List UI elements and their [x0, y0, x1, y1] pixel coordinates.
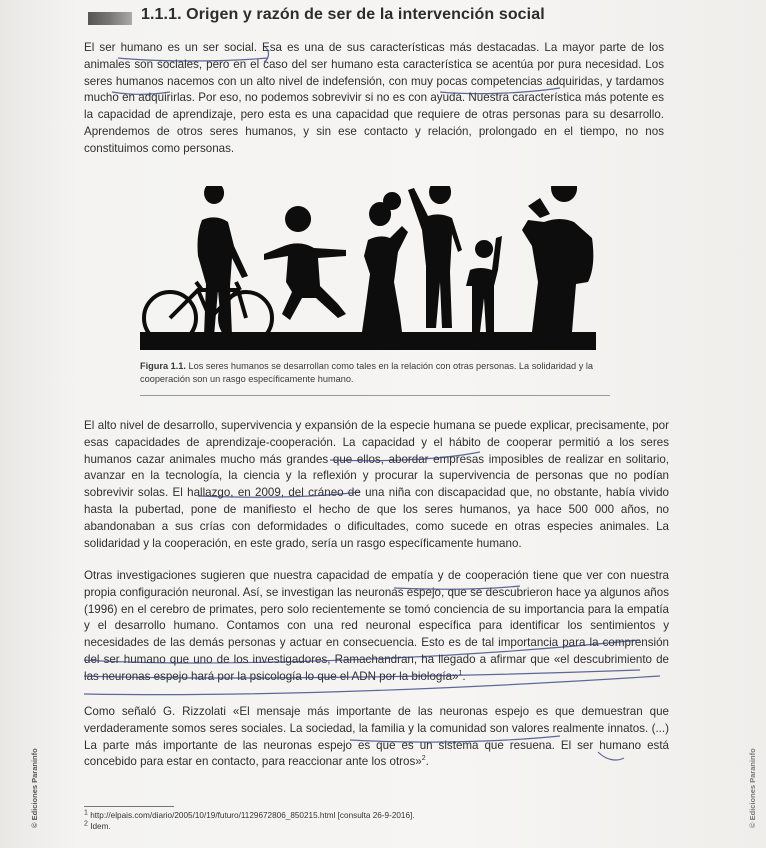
publisher-label-right: © Ediciones Paraninfo	[748, 748, 757, 828]
caption-divider	[140, 395, 610, 396]
paragraph-3: Otras investigaciones sugieren que nuestra capacidad de empatía y de cooperación tiene que ver con nuestra propia configuración neuronal. Así, se investigan las neuronas espejo, que se descubrieron hace ya algunos años (1996) en el cerebro de primates, pero solo recientemente se tomó conciencia de su importancia para la empatía y el desarrollo humano. Contamos con una red neuronal específica para identificar los sentimientos y necesidades de las demás personas y actuar en consecuencia. Esto es de tal importancia para la comprensión del ser humano que uno de los investigadores, Ramachandran, ha llegado a afirmar que «el descubrimiento de las neuronas espejo hará por la psicología lo que el ADN por la biología»$^1$.	[84, 569, 669, 683]
paragraph-2: El alto nivel de desarrollo, supervivencia y expansión de la especie humana se puede explicar, precisamente, por esas capacidades de aprendizaje-cooperación. La capacidad y el hábito de cooperar permitió a los seres humanos cazar animales mucho más grandes que ellos, abordar empresas imposibles de realizar en solitario, avanzar en la tecnología, la ciencia y la reflexión y procurar la supervivencia de personas que no podían sobrevivir solas. El hallazgo, en 2009, del cráneo de una niña con discapacidad que, no obstante, había vivido hasta la pubertad, pone de manifiesto el hecho de que los seres humanos, ya hace 500 000 años, no abandonaban a sus crías con deformidades o dificultades, como sucede en otras especies animales. La solidaridad y la cooperación, en este grado, sería un rasgo específicamente humano.	[84, 419, 669, 550]
footnote-divider	[84, 806, 174, 807]
publisher-label-left: © Ediciones Paraninfo	[30, 748, 39, 828]
paragraph-3-text: Otras investigaciones sugieren que nuestra capacidad de empatía y de cooperación tiene que ver con nuestra propia configuración neuronal. Así, se investigan las neuronas espejo, que se descubrieron hace ya algunos años (1996) en el cerebro de primates, pero solo recientemente se tomó conciencia de su importancia para la empatía y el desarrollo humano. Contamos con una red neuronal específica para identificar los sentimientos y necesidades de las demás personas y actuar en consecuencia. Esto es de tal importancia para la comprensión del ser humano que uno de los investigadores, Ramachandran, ha llegado a afirmar que «el descubrimiento de las neuronas espejo hará por la psicología lo que el ADN por la biología»	[84, 569, 669, 683]
paragraph-4-text: Como señaló G. Rizzolati «El mensaje más importante de las neuronas espejo es que demuestran que verdaderamente somos seres sociales. La sociedad, la familia y la comunidad son valores realmente innatos. (...) La parte más importante de las neuronas espejo es que es un sistema que resuena. El ser humano está concebido para estar en contacto, para reaccionar ante los otros»	[84, 705, 669, 769]
silhouette-image	[140, 186, 596, 350]
figure-silhouettes	[140, 186, 596, 350]
footnote-2-text: Idem.	[90, 822, 111, 831]
footnote-2-number: 2	[84, 820, 88, 828]
heading-marker	[88, 12, 132, 25]
footnote-1-number: 1	[84, 809, 88, 817]
figure-label: Figura 1.1.	[140, 361, 186, 371]
paragraph-4: Como señaló G. Rizzolati «El mensaje más importante de las neuronas espejo es que demuestran que verdaderamente somos seres sociales. La sociedad, la familia y la comunidad son valores realmente innatos. (...) La parte más importante de las neuronas espejo es que es un sistema que resuena. El ser humano está concebido para estar en contacto, para reaccionar ante los otros»$^2$.	[84, 705, 669, 769]
paragraph-1: El ser humano es un ser social. Esa es una de sus características más destacadas. La mayor parte de los animales son sociales, pero en el caso del ser humano esta característica se acentúa por pura necesidad. Los seres humanos nacemos con un alto nivel de indefensión, con muy pocas competencias adquiridas, y tardamos mucho en adquirirlas. Por eso, no podemos sobrevivir si no es con ayuda. Nuestra característica más potente es la capacidad de aprendizaje, pero esta es una capacidad que requiere de otras personas para su desarrollo. Aprendemos de otros seres humanos, y sin ese contacto y relación, prolongado en el tiempo, no nos constituimos como personas.	[84, 41, 664, 155]
section-heading: 1.1.1. Origen y razón de ser de la intervención social	[141, 6, 545, 23]
footnote-2	[84, 822, 111, 831]
footnote-ref-1: 1	[458, 669, 463, 677]
footnote-1	[84, 811, 415, 820]
footnote-ref-2: 2	[421, 755, 426, 763]
footnote-1-text: http://elpais.com/diario/2005/10/19/futuro/1129672806_850215.html [consulta 26-9-2016].	[90, 811, 415, 820]
figure-caption-text: Los seres humanos se desarrollan como tales en la relación con otras personas. La solidaridad y la cooperación son un rasgo específicamente humano.	[140, 361, 593, 384]
figure-caption	[140, 360, 610, 386]
